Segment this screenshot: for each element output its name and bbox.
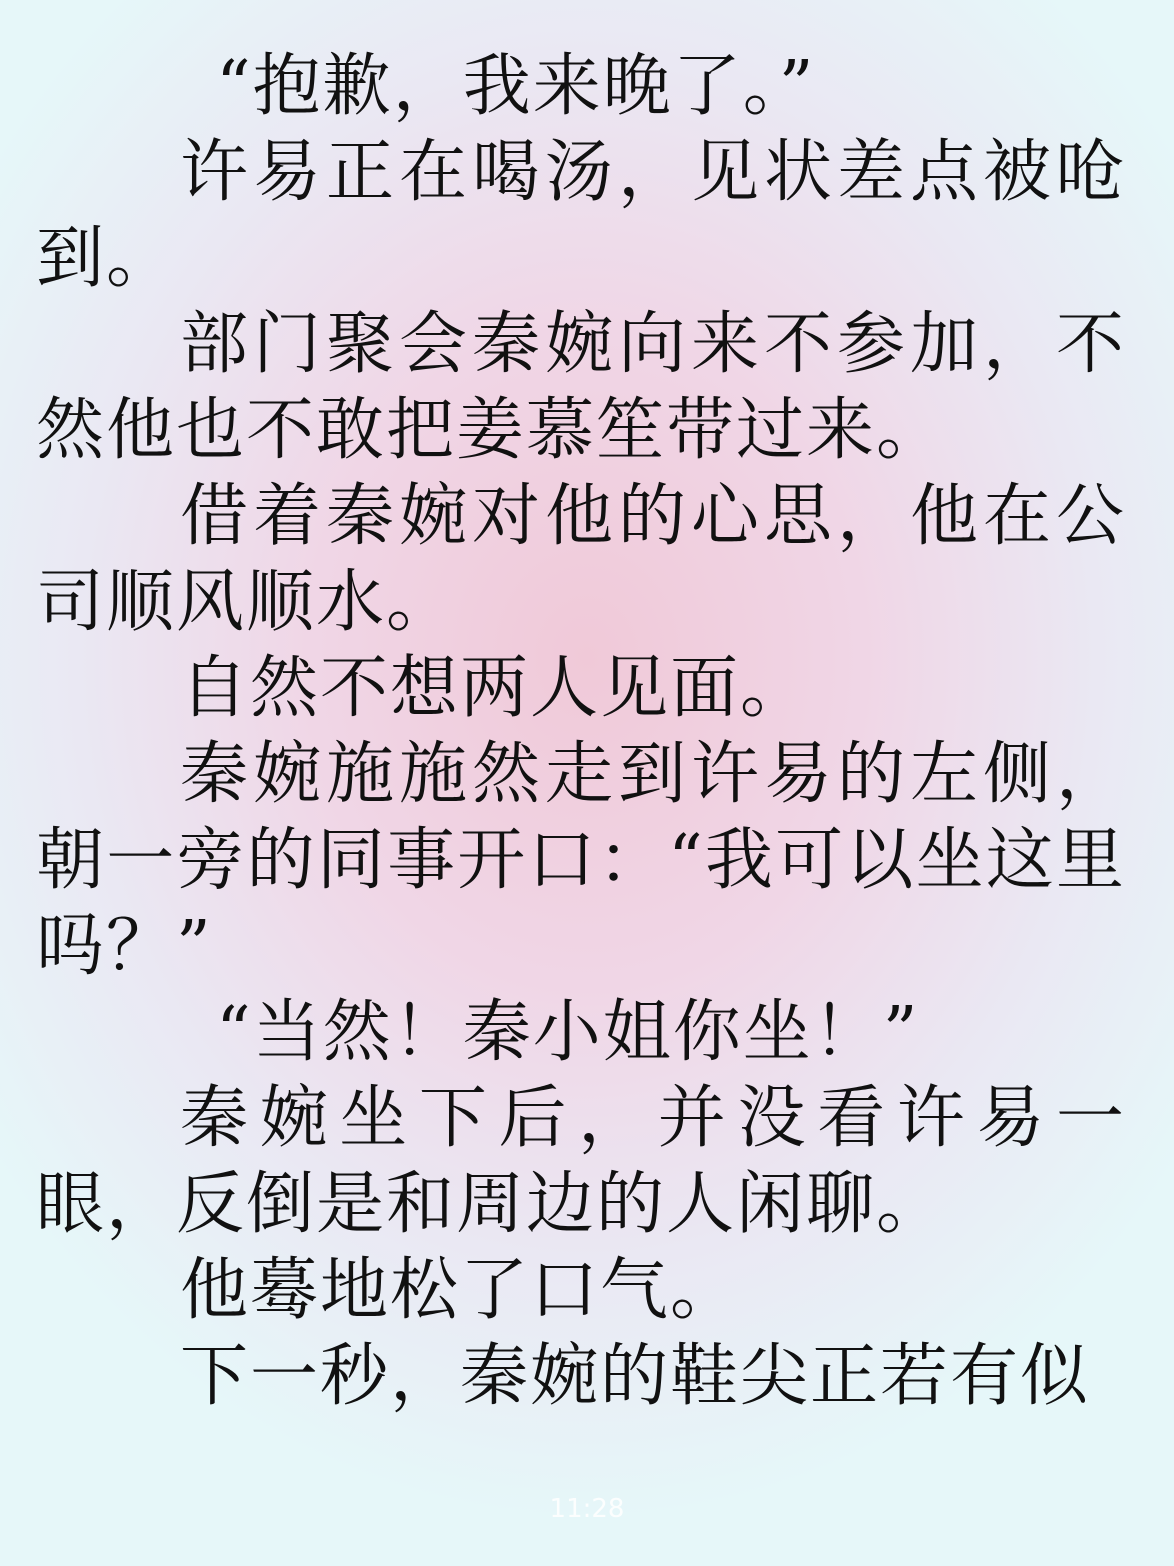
paragraph-1: “抱歉，我来晚了。” <box>216 47 816 126</box>
timestamp-label: 11:28 <box>549 1494 625 1524</box>
paragraph-10: 下一秒，秦婉的鞋尖正若有似 <box>180 1337 1091 1416</box>
paragraph-5: 自然不想两人见面。 <box>180 649 811 728</box>
paragraph-3: 部门聚会秦婉向来不参加，不然他也不敢把姜慕笙带过来。 <box>36 305 1126 470</box>
document-body <box>36 44 1126 1420</box>
paragraph-6: 秦婉施施然走到许易的左侧，朝一旁的同事开口：“我可以坐这里吗？” <box>36 735 1126 986</box>
paragraph-2: 许易正在喝汤，见状差点被呛到。 <box>36 133 1126 298</box>
paragraph-9: 他蓦地松了口气。 <box>180 1251 741 1330</box>
paragraph-8: 秦婉坐下后，并没看许易一眼，反倒是和周边的人闲聊。 <box>36 1079 1126 1244</box>
paragraph-4: 借着秦婉对他的心思，他在公司顺风顺水。 <box>36 477 1126 642</box>
paragraph-7: “当然！秦小姐你坐！” <box>216 993 920 1072</box>
